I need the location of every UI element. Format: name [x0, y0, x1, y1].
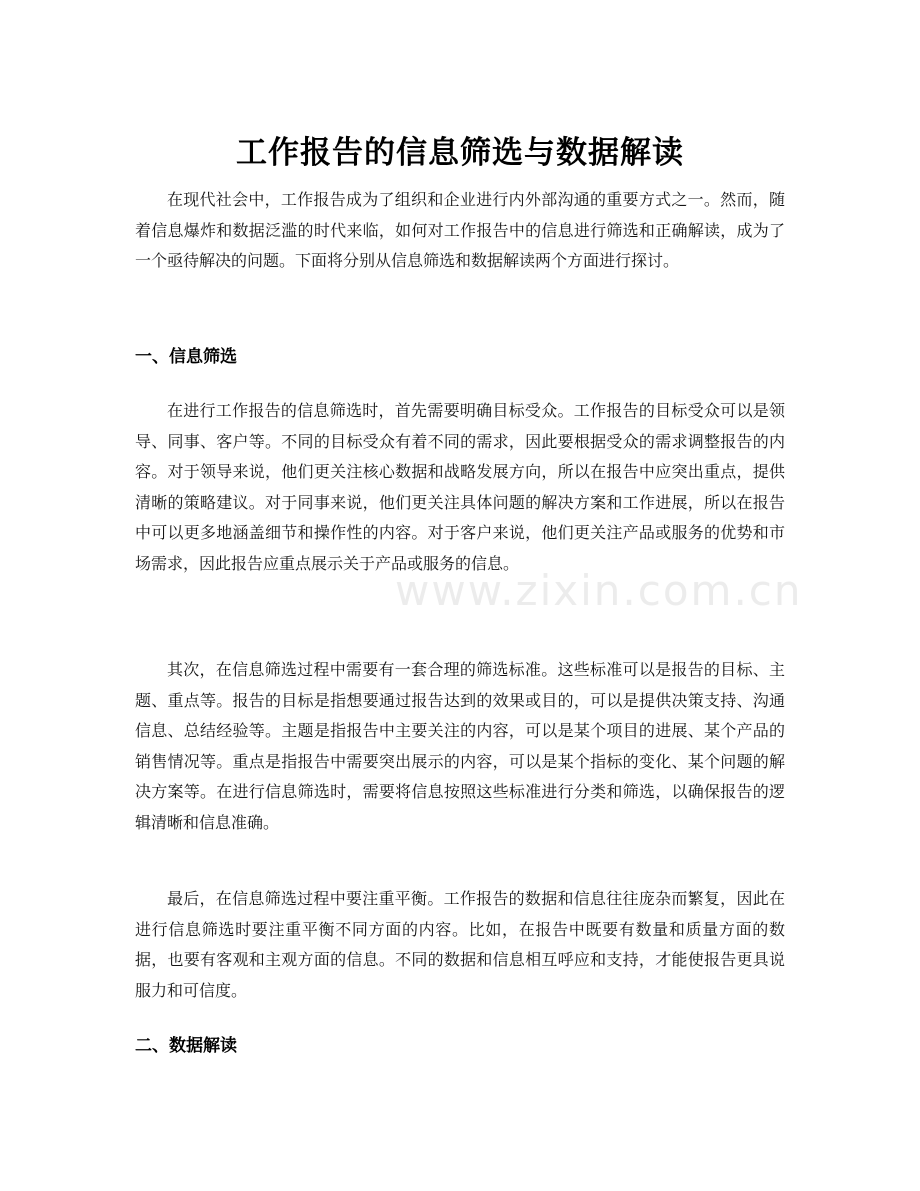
intro-paragraph: 在现代社会中，工作报告成为了组织和企业进行内外部沟通的重要方式之一。然而，随着信息爆炸和数据泛滥的时代来临，如何对工作报告中的信息进行筛选和正确解读，成为了一个亟待解决的问题。下面将分别从信息筛选和数据解读两个方面进行探讨。 — [135, 190, 785, 270]
body-paragraph: 最后，在信息筛选过程中要注重平衡。工作报告的数据和信息往往庞杂而繁复，因此在进行信息筛选时要注重平衡不同方面的内容。比如，在报告中既要有数量和质量方面的数据，也要有客观和主观方面的信息。不同的数据和信息相互呼应和支持，才能使报告更具说服力和可信度。 — [135, 889, 785, 1000]
body-paragraph: 其次，在信息筛选过程中需要有一套合理的筛选标准。这些标准可以是报告的目标、主题、重点等。报告的目标是指想要通过报告达到的效果或目的，可以是提供决策支持、沟通信息、总结经验等。主题是指报告中主要关注的内容，可以是某个项目的进展、某个产品的销售情况等。重点是指报告中需要突出展示的内容，可以是某个指标的变化、某个问题的解决方案等。在进行信息筛选时，需要将信息按照这些标准进行分类和筛选，以确保报告的逻辑清晰和信息准确。 — [135, 660, 785, 832]
section-heading-information-filtering: 一、信息筛选 — [135, 347, 237, 367]
document-title: 工作报告的信息筛选与数据解读 — [236, 134, 684, 171]
body-paragraph: 在进行工作报告的信息筛选时，首先需要明确目标受众。工作报告的目标受众可以是领导、同事、客户等。不同的目标受众有着不同的需求，因此要根据受众的需求调整报告的内容。对于领导来说，他们更关注核心数据和战略发展方向，所以在报告中应突出重点，提供清晰的策略建议。对于同事来说，他们更关注具体问题的解决方案和工作进展，所以在报告中可以更多地涵盖细节和操作性的内容。对于客户来说，他们更关注产品或服务的优势和市场需求，因此报告应重点展示关于产品或服务的信息。 — [135, 401, 785, 573]
section-heading-data-interpretation: 二、数据解读 — [135, 1036, 237, 1056]
watermark: www.zixin.com.cn — [395, 566, 803, 615]
